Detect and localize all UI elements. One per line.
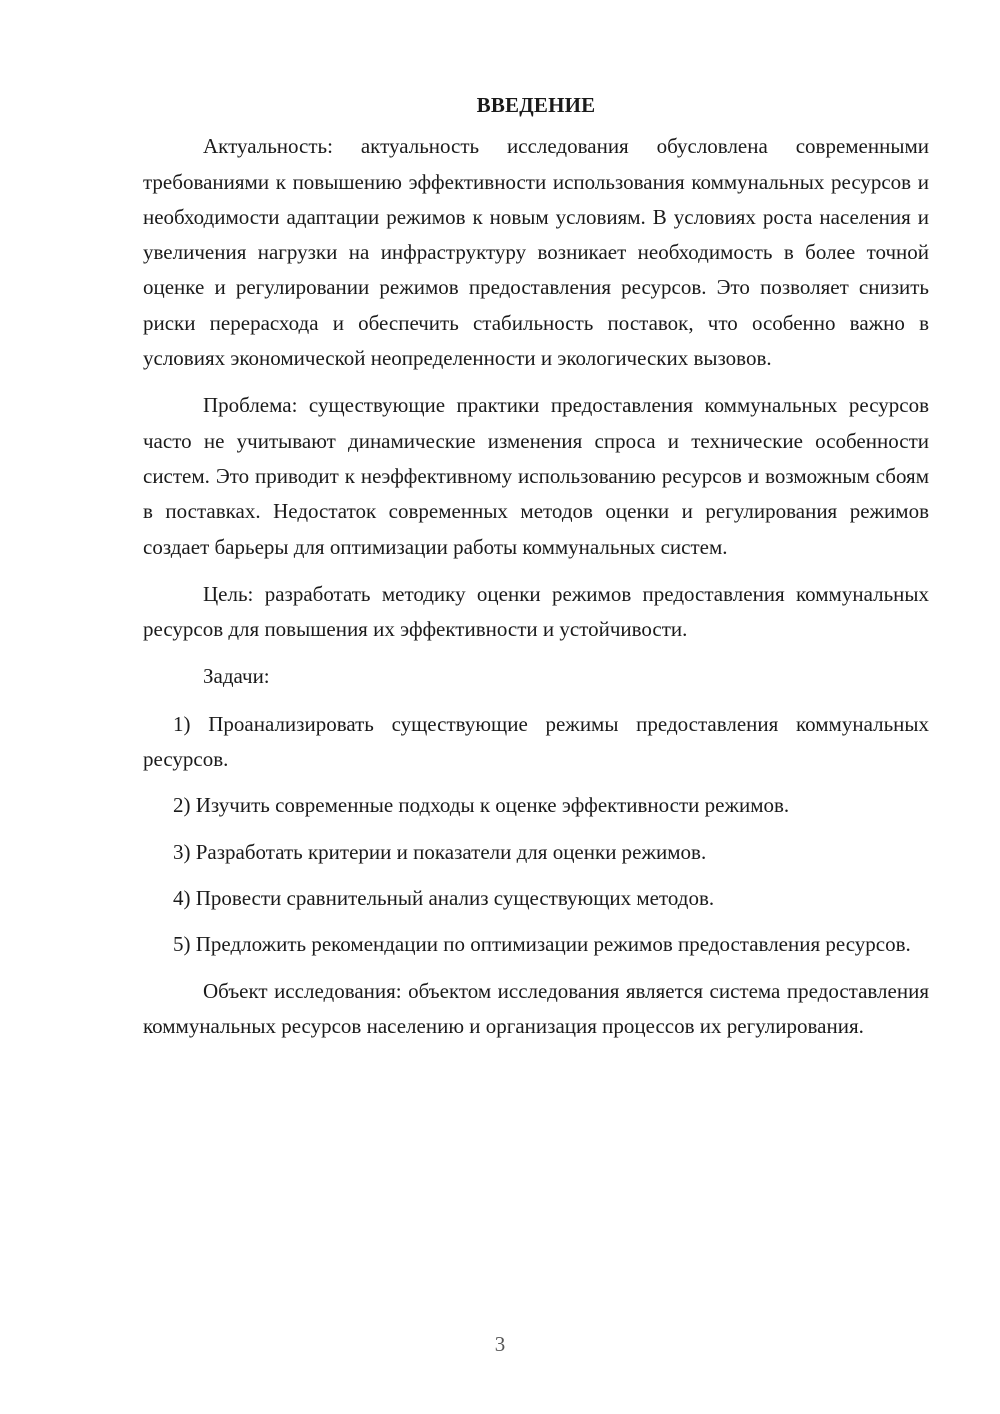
task-item-5: 5) Предложить рекомендации по оптимизации режимов предоставления ресурсов. [173,932,911,957]
section-title: ВВЕДЕНИЕ [476,93,596,117]
page-number: 3 [494,1332,506,1356]
problem-paragraph: Проблема: существующие практики предоставления коммунальных ресурсов часто не учитывают динамические изменения спроса и технические особенности систем. Это приводит к неэффективному использованию ресурсов и возможным сбоям в поставках. Недостаток современных методов оценки и регулирования режимов создает барьеры для оптимизации работы коммунальных систем. [143,393,929,559]
tasks-list [143,707,929,963]
relevance-paragraph: Актуальность: актуальность исследования обусловлена современными требованиями к повышению эффективности использования коммунальных ресурсов и необходимости адаптации режимов к новым условиям. В условиях роста населения и увеличения нагрузки на инфраструктуру возникает необходимость в более точной оценке и регулировании режимов предоставления ресурсов. Это позволяет снизить риски перерасхода и обеспечить стабильность поставок, что особенно важно в условиях экономической неопределенности и экологических вызовов. [143,134,929,371]
tasks-heading: Задачи: [203,664,270,689]
document-page [143,88,929,1056]
task-item-3: 3) Разработать критерии и показатели для оценки режимов. [173,839,707,864]
object-paragraph: Объект исследования: объектом исследования является система предоставления коммунальных ресурсов населению и организация процессов их регулирования. [143,978,929,1038]
task-item-1: 1) Проанализировать существующие режимы предоставления коммунальных ресурсов. [143,711,929,772]
task-item-2: 2) Изучить современные подходы к оценке эффективности режимов. [173,793,790,818]
goal-paragraph: Цель: разработать методику оценки режимов предоставления коммунальных ресурсов для повышения их эффективности и устойчивости. [143,581,929,642]
task-item-4: 4) Провести сравнительный анализ существующих методов. [173,885,715,910]
